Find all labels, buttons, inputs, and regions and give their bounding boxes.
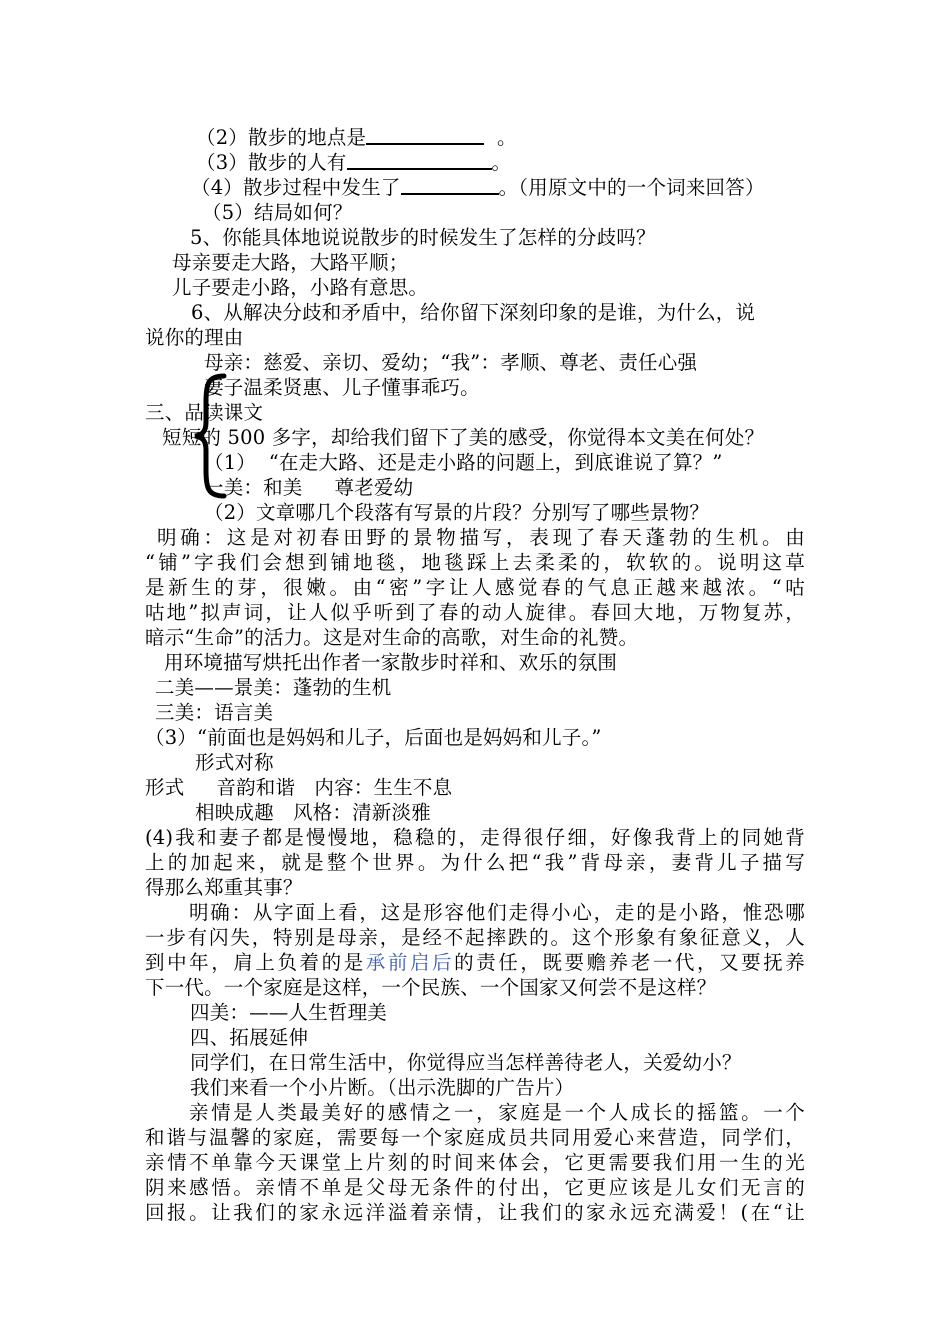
text-line: （1） “在走大路、还是走小路的问题上，到底谁说了算？”: [204, 451, 723, 474]
text-line: 明确：从字面上看，这是形容他们走得小心，走的是小路，惟恐哪: [189, 901, 805, 924]
question-2: （2）散步的地点是 。: [196, 126, 517, 149]
text-line: “铺”字我们会想到铺地毯，地毯踩上去柔柔的，软软的。说明这草: [145, 551, 805, 574]
text-line: 到中年，肩上负着的是承前启后的责任，既要赡养老一代，又要抚养: [145, 951, 805, 974]
text-line: 回报。让我们的家永远洋溢着亲情，让我们的家永远充满爱！(在“让: [145, 1201, 805, 1224]
text-line: 是新生的芽，很嫩。由“密”字让人感觉春的气息正越来越浓。“咕: [145, 576, 805, 599]
curly-brace-icon: [190, 372, 230, 500]
text-line: 母亲要走大路，大路平顺；: [172, 251, 409, 274]
text-line: 三美：语言美: [155, 701, 274, 724]
text-line: 儿子要走小路，小路有意思。: [172, 276, 429, 299]
text-line: 阴来感悟。亲情不单是父母无条件的付出，它更应该是儿女们无言的: [145, 1176, 805, 1199]
answer-blank: [401, 175, 499, 195]
text-line: 得那么郑重其事？: [145, 876, 303, 899]
text-line: 用环境描写烘托出作者一家散步时祥和、欢乐的氛围: [164, 651, 618, 674]
question-heading-5: 5、你能具体地说说散步的时候发生了怎样的分歧吗？: [190, 226, 656, 249]
text-line: 妻子温柔贤惠、儿子懂事乖巧。: [204, 376, 480, 399]
text-line: (4)我和妻子都是慢慢地，稳稳的，走得很仔细，好像我背上的同她背: [145, 826, 805, 849]
inline-link[interactable]: 承前启后: [365, 951, 455, 974]
text-line: （2）文章哪几个段落有写景的片段？分别写了哪些景物？: [204, 501, 710, 524]
question-5: （5）结局如何？: [202, 201, 353, 224]
question-3: （3）散步的人有 。: [196, 151, 512, 174]
text-line: 我们来看一个小片断。（出示洗脚的广告片）: [190, 1076, 575, 1099]
text-line: 母亲：慈爱、亲切、爱幼；“我”：孝顺、尊老、责任心强: [204, 351, 698, 374]
text-line: 亲情是人类最美好的感情之一，家庭是一个人成长的摇篮。一个: [189, 1101, 805, 1124]
text-line: 亲情不单靠今天课堂上片刻的时间来体会，它更需要我们用一生的光: [145, 1151, 805, 1174]
text-line: 同学们，在日常生活中，你觉得应当怎样善待老人，关爱幼小？: [190, 1051, 742, 1074]
text-line: 暗示“生命”的活力。这是对生命的高歌，对生命的礼赞。: [145, 626, 639, 649]
question-4: （4）散步过程中发生了 。（用原文中的一个词来回答）: [191, 176, 765, 199]
section-heading: 四、拓展延伸: [190, 1026, 309, 1049]
text-line: 和谐与温馨的家庭，需要每一个家庭成员共同用爱心来营造，同学们，: [145, 1126, 805, 1149]
text-line: 一美：和美 尊老爱幼: [204, 476, 414, 499]
text-line: 四美：——人生哲理美: [190, 1001, 388, 1024]
text-line: 下一代。一个家庭是这样，一个民族、一个国家又何尝不是这样？: [145, 976, 717, 999]
text-line: 明确：这是对初春田野的景物描写，表现了春天蓬勃的生机。由: [157, 526, 805, 549]
text-line: 形式 音韵和谐 内容：生生不息: [145, 776, 453, 799]
text-line: 咕地”拟声词，让人似乎听到了春的动人旋律。春回大地，万物复苏，: [145, 601, 805, 624]
text-line: 相映成趣 风格：清新淡雅: [195, 801, 431, 824]
section-heading: 三、品读课文: [145, 401, 264, 424]
answer-blank: [366, 125, 484, 145]
text-line: （3）“前面也是妈妈和儿子，后面也是妈妈和儿子。”: [145, 726, 602, 749]
text-line: 一步有闪失，特别是母亲，是经不起摔跌的。这个形象有象征意义，人: [145, 926, 805, 949]
text-line: 短短的 500 多字，却给我们留下了美的感受，你觉得本文美在何处？: [162, 426, 765, 449]
question-heading-6: 6、从解决分歧和矛盾中，给你留下深刻印象的是谁，为什么，说: [191, 301, 756, 324]
text-line: 二美——景美：蓬勃的生机: [155, 676, 392, 699]
text-line: 形式对称: [195, 751, 274, 774]
text-line: 上的加起来，就是整个世界。为什么把“我”背母亲，妻背儿子描写: [145, 851, 805, 874]
answer-blank: [347, 150, 492, 170]
text-line: 说你的理由: [145, 326, 244, 349]
